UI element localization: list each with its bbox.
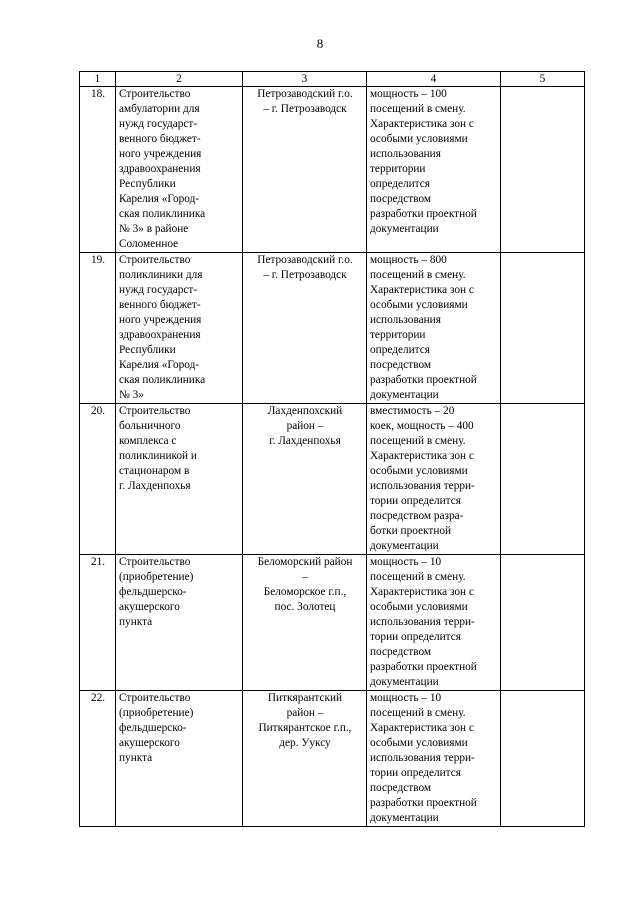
object-name: Строительство больничного комплекса с поликлиникой и стационаром в г. Лахденпохья: [116, 404, 243, 555]
object-name: Строительство амбулатории для нужд государст- венного бюджет- ного учреждения здравоохранения Республики Карелия «Город- ская поликлиника № 3» в районе Соломенное: [116, 87, 243, 253]
table-row: [80, 691, 585, 827]
table-row: [80, 253, 585, 404]
table-row: [80, 555, 585, 691]
object-location: Беломорский район – Беломорское г.п., пос. Золотец: [243, 555, 367, 691]
object-location: Петрозаводский г.о. – г. Петрозаводск: [243, 253, 367, 404]
object-characteristic: вместимость – 20 коек, мощность – 400 посещений в смену. Характеристика зон с особыми условиями использования терри- тории определится посредством разра- ботки проектной документации: [367, 404, 501, 555]
page-number: 8: [316, 36, 324, 51]
object-note: [501, 404, 585, 555]
row-number: 19.: [80, 253, 116, 404]
table-header-row: [80, 72, 585, 87]
object-name: Строительство (приобретение) фельдшерско- акушерского пункта: [116, 555, 243, 691]
object-characteristic: мощность – 10 посещений в смену. Характеристика зон с особыми условиями использования терри- тории определится посредством разработки проектной документации: [367, 555, 501, 691]
object-characteristic: мощность – 100 посещений в смену. Характеристика зон с особыми условиями использования территории определится посредством разработки проектной документации: [367, 87, 501, 253]
row-number: 18.: [80, 87, 116, 253]
header-col-1: 1: [80, 72, 116, 87]
header-col-2: 2: [116, 72, 243, 87]
table-row: [80, 87, 585, 253]
object-name: Строительство (приобретение) фельдшерско- акушерского пункта: [116, 691, 243, 827]
row-number: 20.: [80, 404, 116, 555]
object-characteristic: мощность – 800 посещений в смену. Характеристика зон с особыми условиями использования территории определится посредством разработки проектной документации: [367, 253, 501, 404]
header-col-5: 5: [501, 72, 585, 87]
header-col-3: 3: [243, 72, 367, 87]
row-number: 21.: [80, 555, 116, 691]
header-col-4: 4: [367, 72, 501, 87]
row-number: 22.: [80, 691, 116, 827]
table-row: [80, 404, 585, 555]
object-characteristic: мощность – 10 посещений в смену. Характеристика зон с особыми условиями использования терри- тории определится посредством разработки проектной документации: [367, 691, 501, 827]
object-note: [501, 691, 585, 827]
object-note: [501, 87, 585, 253]
object-note: [501, 253, 585, 404]
object-location: Лахденпохский район – г. Лахденпохья: [243, 404, 367, 555]
object-location: Петрозаводский г.о. – г. Петрозаводск: [243, 87, 367, 253]
object-note: [501, 555, 585, 691]
objects-table: [79, 71, 585, 827]
object-name: Строительство поликлиники для нужд государст- венного бюджет- ного учреждения здравоохранения Республики Карелия «Город- ская поликлиника № 3»: [116, 253, 243, 404]
object-location: Питкярантский район – Питкярантское г.п., дер. Ууксу: [243, 691, 367, 827]
